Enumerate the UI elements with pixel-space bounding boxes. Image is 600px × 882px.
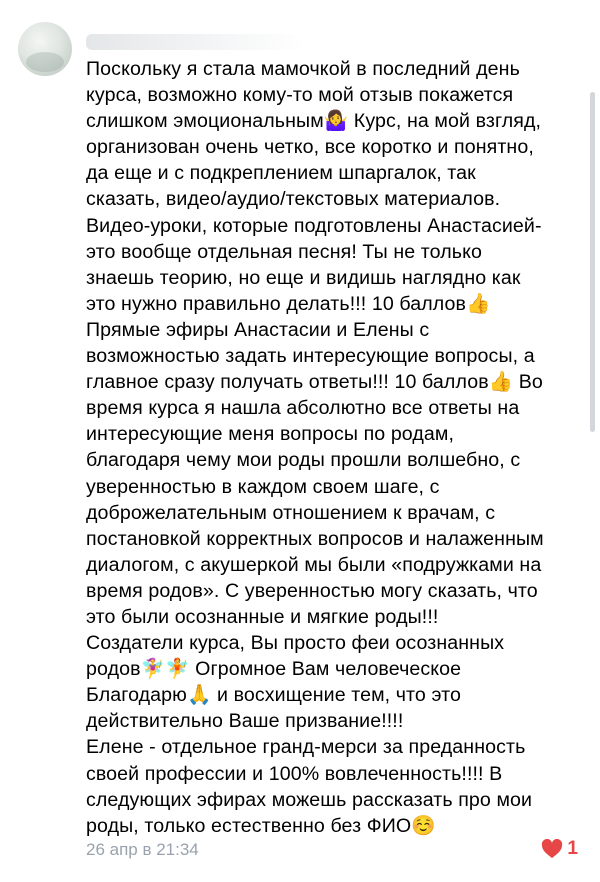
comment-text: Поскольку я стала мамочкой в последний день курса, возможно кому-то мой отзыв покажется слишком эмоциональным🤷‍♀️ Курс, на мой взгляд, организован очень четко, все коротко и понятно, да еще и с подкреплением шпаргалок, так сказать, видео/аудио/текстовых материалов. Видео-уроки, которые подготовлены Анастасией- это вообще отдельная песня! Ты не только знаешь теорию, но еще и видишь наглядно как это нужно правильно делать!!! 10 баллов👍 Прямые эфиры Анастасии и Елены с возможностью задать интересующие вопросы, а главное сразу получать ответы!!! 10 баллов👍 Во время курса я нашла абсолютно все ответы на интересующие меня вопросы по родам, благодаря чему мои роды прошли волшебно, с уверенностью в каждом своем шаге, с доброжелательным отношением к врачам, с постановкой корректных вопросов и налаженным диалогом, с акушеркой мы были «подружками на время родов». С уверенностью могу сказать, что это были осознанные и мягкие роды!!! Создатели курса, Вы просто феи осознанных родов🧚‍♀️🧚 Огромное Вам человеческое Благодарю🙏 и восхищение тем, что это действительно Ваше призвание!!!! Елене - отдельное гранд-мерси за преданность своей профессии и 100% вовлеченность!!!! В следующих эфирах можешь рассказать про мои роды, только естественно без ФИО☺️ xyxy=(86,58,544,837)
comment-date[interactable]: 26 апр в 21:34 xyxy=(86,840,199,859)
avatar[interactable] xyxy=(18,22,72,76)
scrollbar[interactable] xyxy=(590,92,595,432)
comment-footer xyxy=(86,838,586,864)
like-count: 1 xyxy=(567,838,578,859)
author-name-blurred xyxy=(86,34,306,50)
heart-icon xyxy=(541,839,563,859)
like-button[interactable] xyxy=(541,838,578,860)
